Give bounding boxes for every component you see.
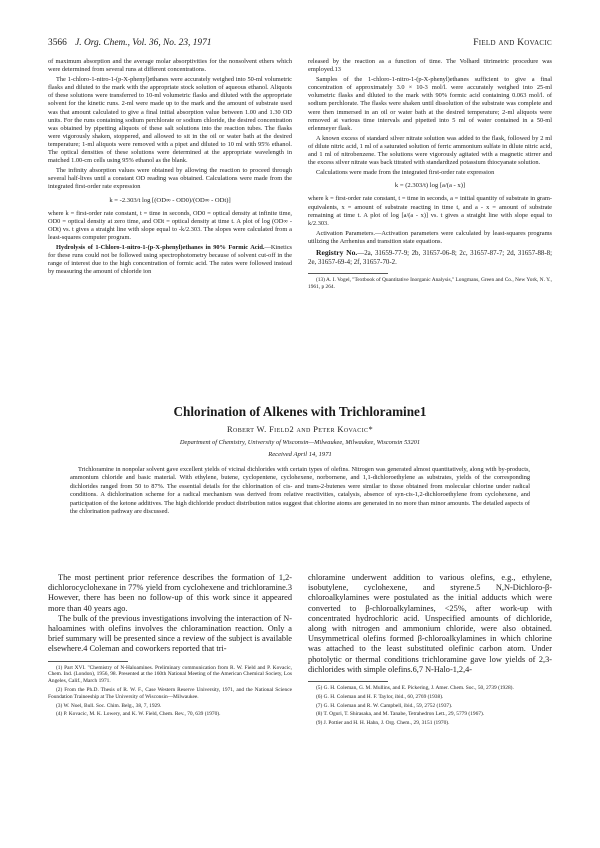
body-text — [48, 573, 292, 655]
footnote: (13) A. I. Vogel, "Textbook of Quantitative Inorganic Analysis," Longmans, Green and Co., New York, N. Y., 1961, p 264. — [308, 276, 552, 290]
footnote: (1) Part XVI. "Chemistry of N-Haloamines. Preliminary communication from R. W. Field and P. Kovacic, Chem. Ind. (London), 1956, 98. Presented at the 160th National Meeting of the American Chemical Society, Los Angeles, Calif., March 1971. — [48, 664, 292, 685]
paragraph: The infinity absorption values were obtained by allowing the reaction to proceed through several half-lives until a constant OD reading was obtained. Calculations were made from the integrated first-order rate expression — [48, 167, 292, 191]
affiliation: Department of Chemistry, University of Wisconsin—Milwaukee, Milwaukee, Wisconsin 53201 — [179, 439, 421, 446]
registry-numbers — [308, 248, 552, 267]
registry-label: Registry No. — [316, 247, 358, 257]
paragraph: Activation Parameters.—Activation parameters were calculated by least-squares programs utilizing the Arrhenius and transition state equations. — [308, 229, 552, 245]
abstract-text: Trichloramine in nonpolar solvent gave excellent yields of vicinal dichlorides with certain types of olefins. Nitrogen was generated almost quantitatively, along with by-products, ammonium chloride and basic material. With ethylene, butene, cyclopentene, cyclohexene, norbornene, and 1,1-dichloroethylene as substrates, yields of the corresponding dichlorides ranged from 50 to 87%. The essential details for the chlorination of cis- and trans-2-butenes were similar to those obtained from molecular chlorine under radical conditions. A dichlorination scheme for a radical mechanism was derived from relative reactivities, catalysis, absence of syn-cis-1,2-dichloroethylene from cyclohexene, and participation of the ketone additives. The high dichloride product distribution ratios suggest that chlorine atoms are generated in no more than minor amounts. The detailed aspects of the chlorination pathway are discussed. — [70, 466, 530, 516]
footnote-rule — [308, 273, 388, 274]
abstract — [70, 466, 530, 516]
body-left-column — [48, 573, 292, 720]
footnote: (7) G. H. Coleman and R. W. Campbell, ibid., 59, 2752 (1937). — [316, 702, 453, 709]
top-right-column — [308, 58, 552, 293]
article-title: Chlorination of Alkenes with Trichloramine1 — [173, 404, 427, 419]
body-right-column — [308, 573, 552, 729]
paragraph: Samples of the 1-chloro-1-nitro-1-(p-X-phenyl)ethanes sufficient to give a final concentration of approximately 3.0 × 10-3 mol/l. were accurately weighed into 25-ml volumetric flasks and diluted to the mark with 90% formic acid containing 0.063 mol/l. of sodium perchlorate. The flasks were shaken until dissolution of the substrate was complete and were then immersed in an oil or water bath at the desired temperature; 2-ml aliquots were removed at various time intervals and pipetted into 5 ml of water contained in a 50-ml erlenmeyer flask. — [308, 76, 552, 132]
header-authors: Field and Kovacic — [473, 38, 552, 48]
journal-citation: J. Org. Chem., Vol. 36, No. 23, 1971 — [75, 38, 212, 48]
footnote: (5) G. H. Coleman, G. M. Mullins, and E. Pickering, J. Amer. Chem. Soc., 50, 2739 (1928). — [316, 685, 514, 692]
footnote-rule — [48, 661, 128, 662]
paragraph: The bulk of the previous investigations involving the interaction of N-haloamines with olefins involves the chloramination reaction. Only a brief summary will be presented since a review of the subject is available elsewhere.4 Coleman and coworkers reported that tri- — [48, 613, 292, 654]
body-text — [308, 573, 552, 675]
running-header — [48, 38, 552, 50]
footnote: (4) P. Kovacic, M. K. Lowery, and K. W. Field, Chem. Rev., 70, 639 (1970). — [56, 711, 221, 718]
article-authors: Robert W. Field2 and Peter Kovacic* — [226, 425, 374, 434]
paragraph: The 1-chloro-1-nitro-1-(p-X-phenyl)ethanes were accurately weighed into 50-ml volumetric flasks and diluted to the mark with the appropriate stock solution of aqueous ethanol. Aliquots of these solutions were transferred to 10-ml volumetric flasks and diluted with the appropriate solvent for the kinetic runs. 2-ml were made up to the mark and the amount of substrate used was that amount calculated to give a final initial absorption value between 1.00 and 1.30 OD units. For the runs containing sodium perchlorate or sodium chloride, the desired concentration was obtained by pipetting aliquots of these salt solutions into the reaction tubes. The flasks were vigorously shaken, stoppered, and allowed to sit in the oil or water bath at the desired temperature; 1-ml aliquots were removed with a pipet and diluted to 10 ml with 95% ethanol. The optical densities of these solutions were determined at the appropriate wavelength in matched 1.00-cm cells using 95% ethanol as the blank. — [48, 76, 292, 165]
footnote: (3) W. Noel, Bull. Soc. Chim. Belg., 38, 7, 1929. — [56, 702, 162, 709]
top-left-column — [48, 58, 292, 278]
paragraph: A known excess of standard silver nitrate solution was added to the flask, followed by 2 ml of dilute nitric acid, 1 ml of a saturated solution of ferric ammonium sulfate in dilute nitric acid, and 1 ml of nitrobenzene. The solutions were vigorously agitated with a magnetic stirrer and the excess silver nitrate was back titrated with standardized potassium thiocyanate solution. — [308, 134, 552, 167]
paragraph: of maximum absorption and the average molar absorptivities for the nonsolvent ethers which were determined from several runs at different concentrations. — [48, 58, 292, 74]
page-number: 3566 — [48, 38, 67, 48]
footnote: (8) T. Oguri, T. Shirasaka, and M. Tanabe, Tetrahedron Lett., 29, 5779 (1967). — [316, 711, 485, 718]
footnote: (6) G. H. Coleman and H. F. Taylor, ibid., 60, 2769 (1938). — [316, 693, 444, 700]
rate-equation: k = -2.303/t log [(OD∞ - OD0)/(OD∞ - ODt)] — [109, 196, 231, 204]
paragraph: released by the reaction as a function of time. The Volhard titrimetric procedure was employed.13 — [308, 58, 552, 74]
hydrolysis-paragraph: Hydrolysis of 1-Chloro-1-nitro-1-(p-X-phenyl)ethanes in 90% Formic Acid.—Kinetics for these runs could not be followed using spectrophotometry because of solvent cut-off in the range of interest due to the high concentration of formic acid. The rates were followed instead by measuring the amount of chloride ion — [48, 243, 292, 276]
paragraph: where k = first-order rate constant, t = time in seconds, a = initial quantity of substrate in gram-equivalents, x = amount of substrate reacting in time t, and a - x = amount of substrate remaining at time t. A plot of log [a/(a - x)] vs. t gives a straight line with slope equal to k/2.303. — [308, 195, 552, 227]
rate-equation: k = (2.303/t) log [a/(a - x)] — [394, 182, 466, 190]
footnote: (9) J. Pottier and H. H. Hahn, J. Org. Chem., 29, 3151 (1970). — [316, 720, 450, 727]
paragraph: The most pertinent prior reference describes the formation of 1,2-dichlorocyclohexane in 77% yield from cyclohexene and trichloramine.3 However, there has been no follow-up of this work since it appeared more than 40 years ago. — [48, 573, 292, 613]
section-label: Hydrolysis of 1-Chloro-1-nitro-1-(p-X-phenyl)ethanes in 90% Formic Acid. — [56, 243, 265, 251]
received-date: Received April 14, 1971 — [268, 451, 332, 458]
footnote: (2) From the Ph.D. Thesis of R. W. F., Case Western Reserve University, 1971, and the National Science Foundation Traineeship at The University of Wisconsin—Milwaukee. — [48, 687, 292, 700]
paragraph: chloramine underwent addition to various olefins, e.g., ethylene, isobutylene, cyclohexene, and styrene.5 N,N-Dichloro-β-chloroalkylamines were postulated as the initial adducts which were converted to β-chloroalkylamines, <25%, after work-up with concentrated hydrochloric acid. Unspecified amounts of dichloride, along with nitrogen and ammonium chloride, were also obtained. Unsymmetrical olefins formed β-chloroalkylamines in which chlorine was attached to the least substituted olefinic carbon atom. Under photolytic or thermal conditions trichloramine gave low yields of 2,3-dichlorides with simple olefins.6,7 N-Halo-1,2,4- — [308, 573, 552, 674]
section-text: Kinetics for these runs could not be followed using spectrophotometry because of solvent cut-off in the range of interest due to the high concentration of formic acid. The rates were followed instead by measuring the amount of chloride ion — [48, 243, 292, 276]
paragraph: where k = first-order rate constant, t = time in seconds, OD0 = optical density at infinite time, OD0 = optical density at zero time, and ODt = optical density at time t. A plot of log (OD∞ - ODt) vs. t gives a straight line with slope equal to -k/2.303. The slopes were calculated from a least-squares computer program. — [48, 209, 292, 241]
registry-text: —2a, 31659-77-9; 2b, 31657-06-8; 2c, 31657-87-7; 2d, 31657-88-8; 2e, 31657-69-4; 2f, 31657-70-2. — [308, 249, 552, 266]
paragraph: Calculations were made from the integrated first-order rate expression — [316, 169, 495, 177]
footnote-rule — [308, 681, 388, 682]
